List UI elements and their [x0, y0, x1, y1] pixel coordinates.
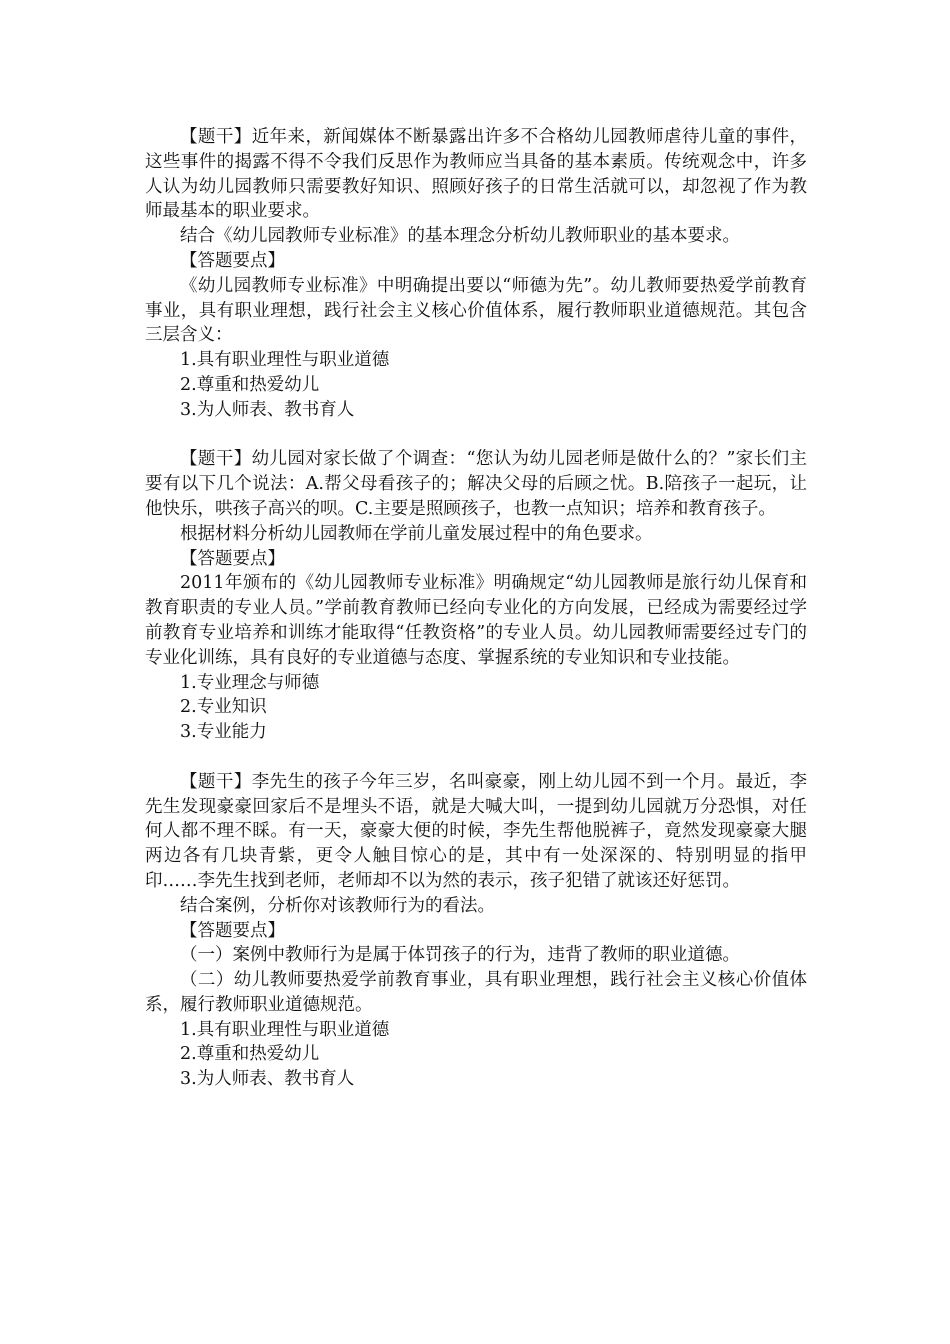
- answer-point: 3.为人师表、教书育人: [180, 1069, 355, 1090]
- section-spacer: [145, 745, 807, 770]
- document-page: [145, 125, 807, 1092]
- answer-point: 2.尊重和热爱幼儿: [180, 1044, 320, 1065]
- question-stem: 【题干】幼儿园对家长做了个调查：“您认为幼儿园老师是做什么的？”家长们主要有以下几个说法：A.帮父母看孩子的；解决父母的后顾之忧。B.陪孩子一起玩，让他快乐，哄孩子高兴的呗。C.主要是照顾孩子，也教一点知识；培养和教育孩子。: [145, 449, 807, 519]
- question-stem: 【题干】李先生的孩子今年三岁，名叫豪豪，刚上幼儿园不到一个月。最近，李先生发现豪豪回家后不是埋头不语，就是大喊大叫，一提到幼儿园就万分恐惧，对任何人都不理不睬。有一天，豪豪大便的时候，李先生帮他脱裤子，竟然发现豪豪大腿两边各有几块青紫，更令人触目惊心的是，其中有一处深深的、特别明显的指甲印……李先生找到老师，老师却不以为然的表示，孩子犯错了就该还好惩罚。: [145, 771, 807, 891]
- answer-point: 1.专业理念与师德: [180, 672, 320, 693]
- answer-point: 1.具有职业理性与职业道德: [180, 350, 390, 371]
- answer-paragraph: 《幼儿园教师专业标准》中明确提出要以“师德为先”。幼儿教师要热爱学前教育事业，具有职业理想，践行社会主义核心价值体系，履行教师职业道德规范。其包含三层含义：: [145, 275, 807, 346]
- answer-heading: 【答题要点】: [180, 920, 285, 941]
- question-prompt: 结合《幼儿园教师专业标准》的基本理念分析幼儿教师职业的基本要求。: [180, 226, 740, 247]
- answer-point: 1.具有职业理性与职业道德: [180, 1019, 390, 1040]
- question-section-3: [145, 770, 807, 1092]
- section-spacer: [145, 423, 807, 448]
- answer-point: 2.专业知识: [180, 697, 267, 718]
- question-prompt: 根据材料分析幼儿园教师在学前儿童发展过程中的角色要求。: [180, 523, 653, 544]
- question-stem: 【题干】近年来，新闻媒体不断暴露出许多不合格幼儿园教师虐待儿童的事件，这些事件的揭露不得不令我们反思作为教师应当具备的基本素质。传统观念中，许多人认为幼儿园教师只需要教好知识、照顾好孩子的日常生活就可以，却忽视了作为教师最基本的职业要求。: [145, 127, 807, 222]
- answer-paragraph: 2011年颁布的《幼儿园教师专业标准》明确规定“幼儿园教师是旅行幼儿保育和教育职责的专业人员。”学前教育教师已经向专业化的方向发展，已经成为需要经过学前教育专业培养和训练才能取得“任教资格”的专业人员。幼儿园教师需要经过专门的专业化训练，具有良好的专业道德与态度、掌握系统的专业知识和专业技能。: [145, 573, 807, 668]
- answer-point: 3.为人师表、教书育人: [180, 399, 355, 420]
- answer-point: 2.尊重和热爱幼儿: [180, 374, 320, 395]
- answer-paragraph: （二）幼儿教师要热爱学前教育事业，具有职业理想，践行社会主义核心价值体系，履行教师职业道德规范。: [145, 970, 807, 1015]
- answer-point: 3.专业能力: [180, 722, 267, 743]
- answer-heading: 【答题要点】: [180, 250, 285, 271]
- question-section-2: [145, 447, 807, 745]
- question-prompt: 结合案例，分析你对该教师行为的看法。: [180, 895, 495, 916]
- answer-paragraph: （一）案例中教师行为是属于体罚孩子的行为，违背了教师的职业道德。: [180, 945, 740, 966]
- answer-heading: 【答题要点】: [180, 548, 285, 569]
- question-section-1: [145, 125, 807, 423]
